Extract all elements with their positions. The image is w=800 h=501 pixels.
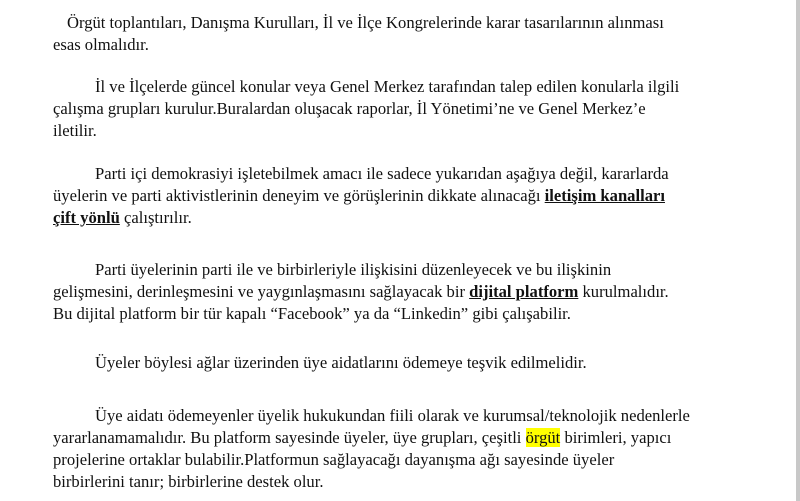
- text-run: çalıştırılır.: [119, 208, 192, 227]
- text-line: [53, 427, 753, 449]
- text-run: yararlanamamalıdır. Bu platform sayesinde üyeler, üye grupları, çeşitli: [53, 428, 526, 447]
- highlighted-orgut: örgüt: [525, 428, 561, 447]
- emphasis-dijital-platform: dijital platform: [469, 282, 579, 301]
- paragraph-3: [53, 163, 753, 229]
- text-line: Üye aidatı ödemeyenler üyelik hukukundan fiili olarak ve kurumsal/teknolojik nedenlerle: [95, 406, 690, 425]
- emphasis-iletisim-kanallari: iletişim kanalları: [544, 186, 665, 205]
- text-run: birimleri, yapıcı: [560, 428, 672, 447]
- text-line: esas olmalıdır.: [53, 35, 149, 54]
- paragraph-6: [53, 405, 753, 493]
- paragraph-2: [53, 76, 753, 142]
- text-line: Üyeler böylesi ağlar üzerinden üye aidatlarını ödemeye teşvik edilmelidir.: [95, 353, 587, 372]
- text-line: [53, 207, 753, 229]
- window-edge: [796, 0, 800, 501]
- paragraph-4: [53, 259, 753, 325]
- text-line: İl ve İlçelerde güncel konular veya Genel Merkez tarafından talep edilen konularla ilgili: [95, 77, 680, 96]
- text-line: Parti üyelerinin parti ile ve birbirleriyle ilişkisini düzenleyecek ve bu ilişkinin: [95, 260, 612, 279]
- text-line: çalışma grupları kurulur.Buralardan oluşacak raporlar, İl Yönetimi’ne ve Genel Merkez’e: [53, 99, 646, 118]
- text-line: [53, 281, 753, 303]
- paragraph-5: [53, 352, 753, 374]
- emphasis-cift-yonlu: çift yönlü: [53, 208, 120, 227]
- text-run: gelişmesini, derinleşmesini ve yaygınlaşmasını sağlayacak bir: [53, 282, 470, 301]
- text-line: birbirlerini tanır; birbirlerine destek olur.: [53, 472, 324, 491]
- text-line: Parti içi demokrasiyi işletebilmek amacı ile sadece yukarıdan aşağıya değil, kararlarda: [95, 164, 669, 183]
- text-line: projelerine ortaklar bulabilir.Platformun sağlayacağı dayanışma ağı sayesinde üyeler: [53, 450, 615, 469]
- text-line: Örgüt toplantıları, Danışma Kurulları, İl ve İlçe Kongrelerinde karar tasarılarının alınması: [67, 13, 664, 32]
- text-run: üyelerin ve parti aktivistlerinin deneyim ve görüşlerinin dikkate alınacağı: [53, 186, 545, 205]
- text-line: iletilir.: [53, 121, 97, 140]
- text-line: [53, 185, 753, 207]
- paragraph-1: [53, 12, 753, 56]
- text-run: kurulmalıdır.: [578, 282, 669, 301]
- text-line: Bu dijital platform bir tür kapalı “Facebook” ya da “Linkedin” gibi çalışabilir.: [53, 304, 571, 323]
